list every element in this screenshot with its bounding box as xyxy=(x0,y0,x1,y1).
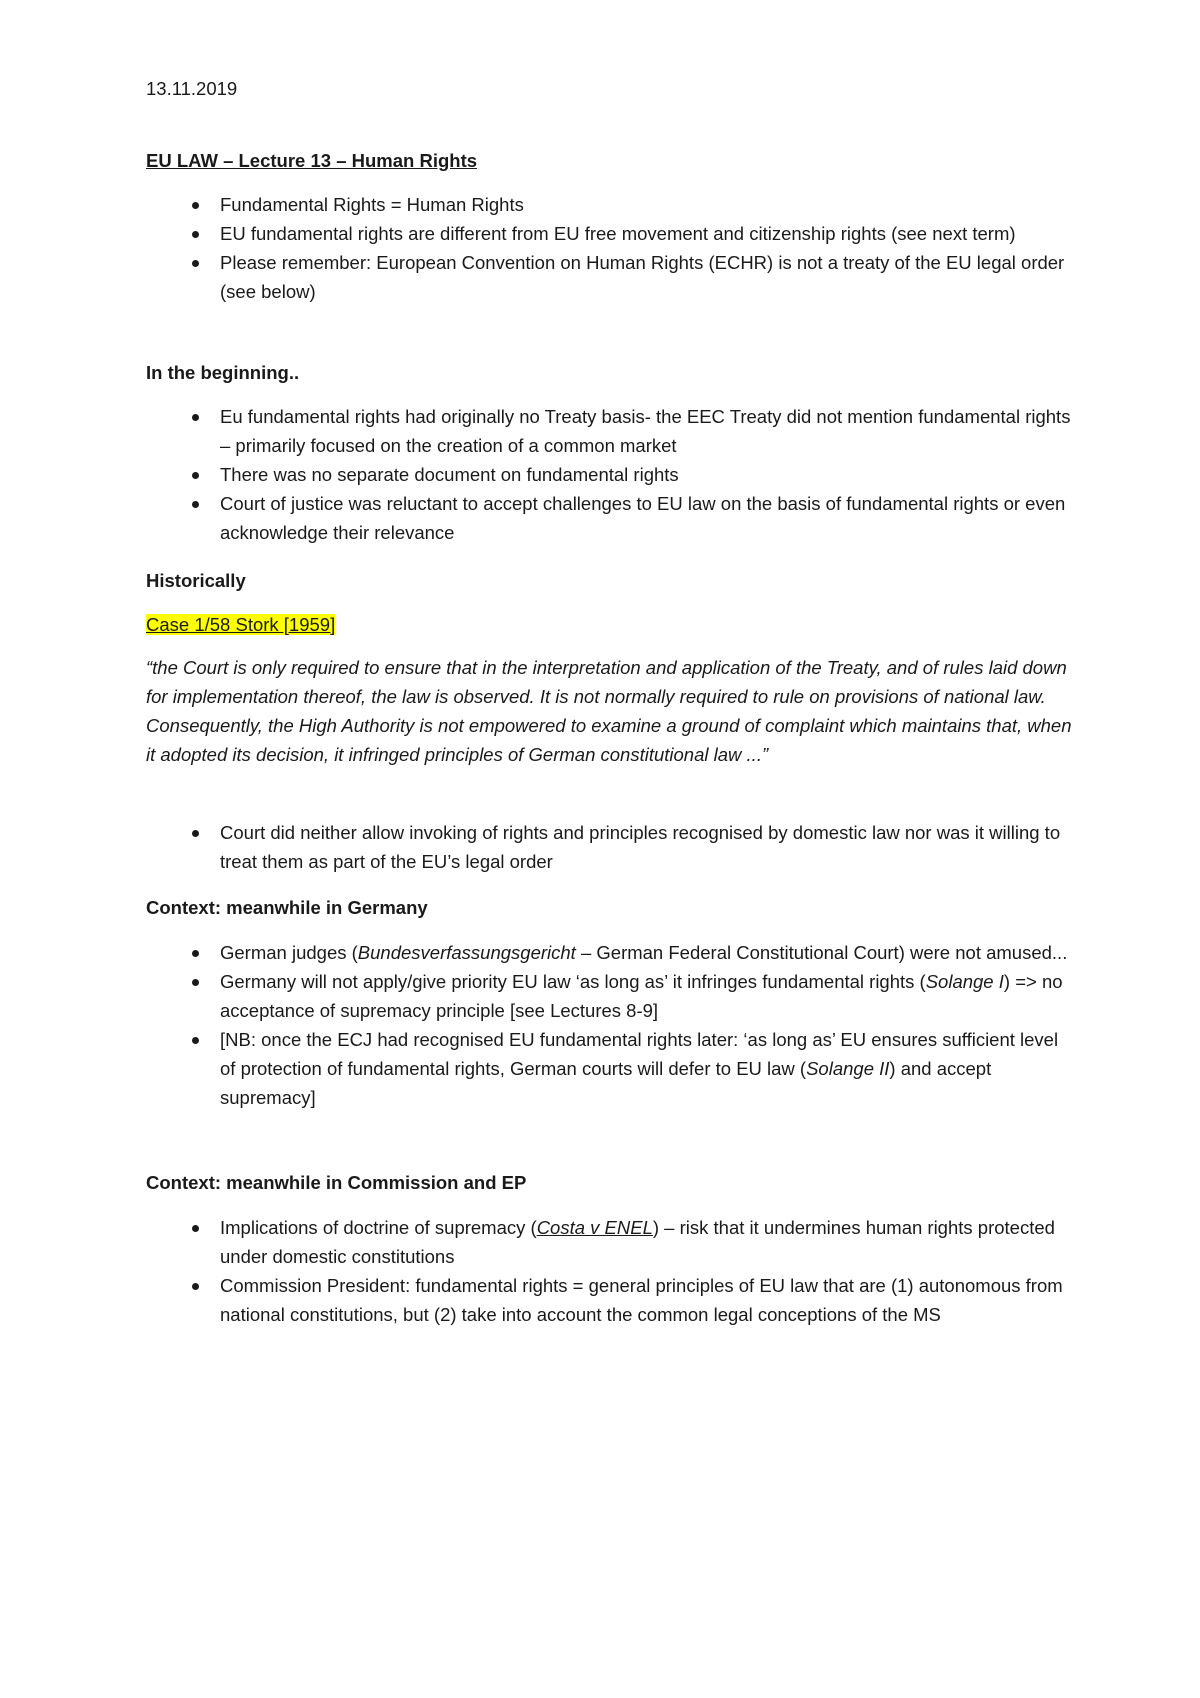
item-italic-term: Bundesverfassungsgericht xyxy=(357,942,576,963)
list-item: EU fundamental rights are different from EU free movement and citizenship rights (see next term) xyxy=(192,219,1072,248)
list-item: Please remember: European Convention on Human Rights (ECHR) is not a treaty of the EU legal order (see below) xyxy=(192,248,1072,306)
list-item xyxy=(192,938,1072,967)
list-item: Eu fundamental rights had originally no Treaty basis- the EEC Treaty did not mention fundamental rights – primarily focused on the creation of a common market xyxy=(192,402,1072,460)
commission-bullet-list xyxy=(192,1213,1072,1329)
item-text: ) – risk that it undermines human rights protected under domestic constitutions xyxy=(220,1217,1055,1267)
section-heading-commission: Context: meanwhile in Commission and EP xyxy=(146,1172,527,1193)
case-title xyxy=(146,610,335,639)
intro-bullet-list xyxy=(192,190,1072,306)
list-item: There was no separate document on fundamental rights xyxy=(192,460,1072,489)
section-heading-beginning: In the beginning.. xyxy=(146,362,300,383)
list-item xyxy=(192,1025,1072,1112)
item-text: – German Federal Constitutional Court) were not amused... xyxy=(575,942,1068,963)
list-item xyxy=(192,1213,1072,1271)
item-text: German judges ( xyxy=(220,942,358,963)
section-heading-historically: Historically xyxy=(146,570,246,591)
item-text: Germany will not apply/give priority EU law ‘as long as’ it infringes fundamental rights ( xyxy=(220,971,926,992)
item-text: ) => no acceptance of supremacy principle [see Lectures 8-9] xyxy=(220,971,1063,1021)
list-item: Court of justice was reluctant to accept challenges to EU law on the basis of fundamental rights or even acknowledge their relevance xyxy=(192,489,1072,547)
list-item: Commission President: fundamental rights = general principles of EU law that are (1) autonomous from national constitutions, but (2) take into account the common legal conceptions of the MS xyxy=(192,1271,1072,1329)
historically-bullet-list xyxy=(192,818,1072,876)
item-italic-term: Solange II xyxy=(806,1058,890,1079)
case-title-highlight: Case 1/58 Stork [1959] xyxy=(146,614,336,635)
list-item xyxy=(192,967,1072,1025)
case-reference-link: Costa v ENEL xyxy=(536,1217,653,1238)
document-title: EU LAW – Lecture 13 – Human Rights xyxy=(146,150,478,171)
section-heading-germany: Context: meanwhile in Germany xyxy=(146,897,428,918)
item-text: Implications of doctrine of supremacy ( xyxy=(220,1217,537,1238)
item-text: [NB: once the ECJ had recognised EU fundamental rights later: ‘as long as’ EU ensures sufficient level of protection of fundamental rights, German courts will defer to EU law ( xyxy=(220,1029,1059,1079)
beginning-bullet-list xyxy=(192,402,1072,547)
case-quote: “the Court is only required to ensure that in the interpretation and application of the Treaty, and of rules laid down for implementation thereof, the law is observed. It is not normally required to rule on provisions of national law. Consequently, the High Authority is not empowered to examine a ground of complaint which maintains that, when it adopted its decision, it infringed principles of German constitutional law ...” xyxy=(146,657,1072,765)
list-item: Fundamental Rights = Human Rights xyxy=(192,190,1072,219)
item-text: ) and accept supremacy] xyxy=(220,1058,992,1108)
germany-bullet-list xyxy=(192,938,1072,1112)
document-date: 13.11.2019 xyxy=(146,78,238,99)
list-item: Court did neither allow invoking of rights and principles recognised by domestic law nor was it willing to treat them as part of the EU’s legal order xyxy=(192,818,1072,876)
item-italic-term: Solange I xyxy=(925,971,1004,992)
